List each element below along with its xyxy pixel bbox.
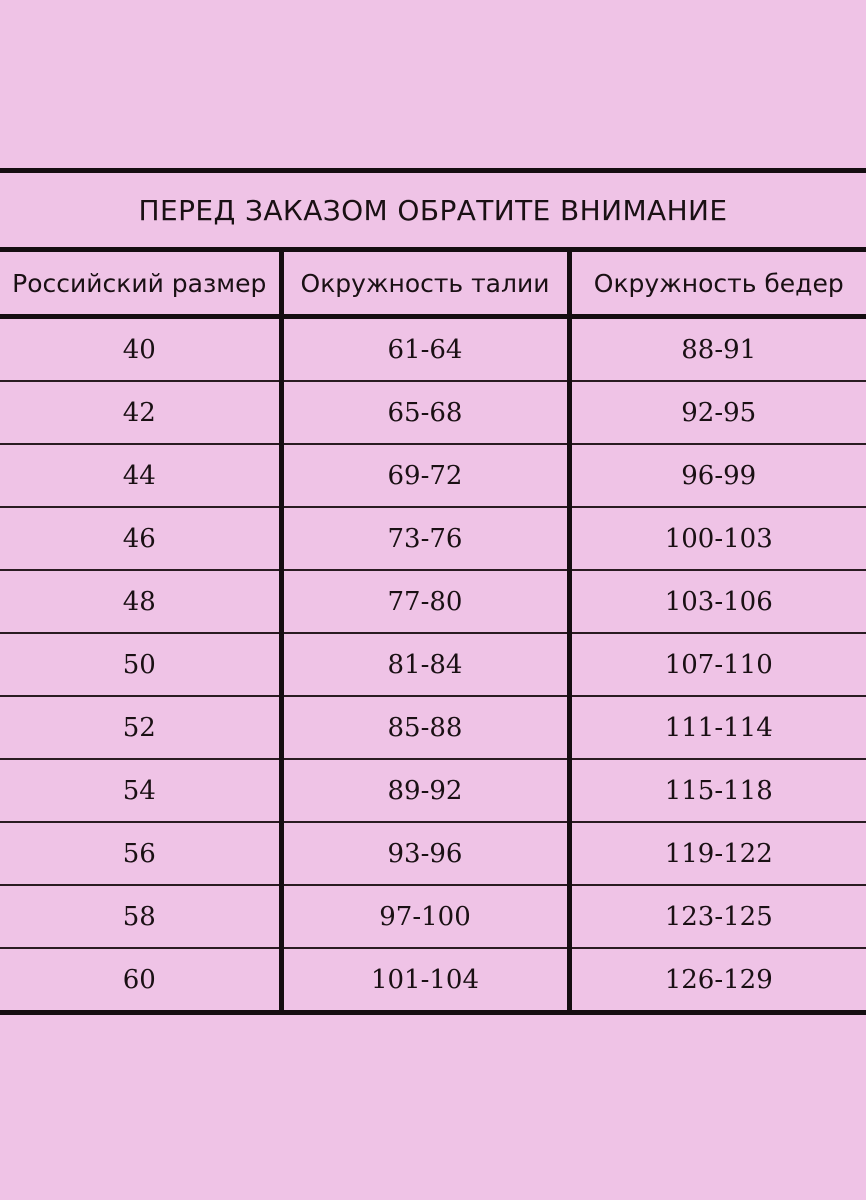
cell-size: 54 bbox=[0, 759, 281, 822]
cell-size: 42 bbox=[0, 381, 281, 444]
cell-waist: 69-72 bbox=[281, 444, 569, 507]
table-row bbox=[0, 948, 866, 1013]
cell-size: 40 bbox=[0, 317, 281, 382]
table-header-row bbox=[0, 250, 866, 317]
cell-size: 60 bbox=[0, 948, 281, 1013]
cell-size: 56 bbox=[0, 822, 281, 885]
cell-hips: 119-122 bbox=[569, 822, 866, 885]
cell-waist: 65-68 bbox=[281, 381, 569, 444]
cell-hips: 96-99 bbox=[569, 444, 866, 507]
table-row bbox=[0, 507, 866, 570]
column-header-hips: Окружность бедер bbox=[569, 250, 866, 317]
table-row bbox=[0, 570, 866, 633]
cell-waist: 101-104 bbox=[281, 948, 569, 1013]
cell-waist: 73-76 bbox=[281, 507, 569, 570]
size-chart-table bbox=[0, 168, 866, 1015]
table-title: ПЕРЕД ЗАКАЗОМ ОБРАТИТЕ ВНИМАНИЕ bbox=[0, 171, 866, 250]
table-title-row bbox=[0, 171, 866, 250]
column-header-russian-size: Российский размер bbox=[0, 250, 281, 317]
cell-hips: 107-110 bbox=[569, 633, 866, 696]
cell-hips: 103-106 bbox=[569, 570, 866, 633]
cell-size: 58 bbox=[0, 885, 281, 948]
cell-size: 48 bbox=[0, 570, 281, 633]
cell-hips: 126-129 bbox=[569, 948, 866, 1013]
table-row bbox=[0, 444, 866, 507]
cell-hips: 92-95 bbox=[569, 381, 866, 444]
cell-waist: 85-88 bbox=[281, 696, 569, 759]
cell-hips: 88-91 bbox=[569, 317, 866, 382]
cell-size: 44 bbox=[0, 444, 281, 507]
table-row bbox=[0, 696, 866, 759]
table-row bbox=[0, 822, 866, 885]
cell-size: 46 bbox=[0, 507, 281, 570]
table-row bbox=[0, 885, 866, 948]
cell-waist: 77-80 bbox=[281, 570, 569, 633]
cell-size: 50 bbox=[0, 633, 281, 696]
cell-hips: 100-103 bbox=[569, 507, 866, 570]
size-chart-container bbox=[0, 168, 866, 1015]
table-row bbox=[0, 759, 866, 822]
cell-hips: 111-114 bbox=[569, 696, 866, 759]
table-row bbox=[0, 633, 866, 696]
cell-size: 52 bbox=[0, 696, 281, 759]
cell-hips: 115-118 bbox=[569, 759, 866, 822]
cell-hips: 123-125 bbox=[569, 885, 866, 948]
column-header-waist: Окружность талии bbox=[281, 250, 569, 317]
cell-waist: 61-64 bbox=[281, 317, 569, 382]
cell-waist: 81-84 bbox=[281, 633, 569, 696]
table-row bbox=[0, 317, 866, 382]
table-row bbox=[0, 381, 866, 444]
cell-waist: 89-92 bbox=[281, 759, 569, 822]
cell-waist: 93-96 bbox=[281, 822, 569, 885]
cell-waist: 97-100 bbox=[281, 885, 569, 948]
